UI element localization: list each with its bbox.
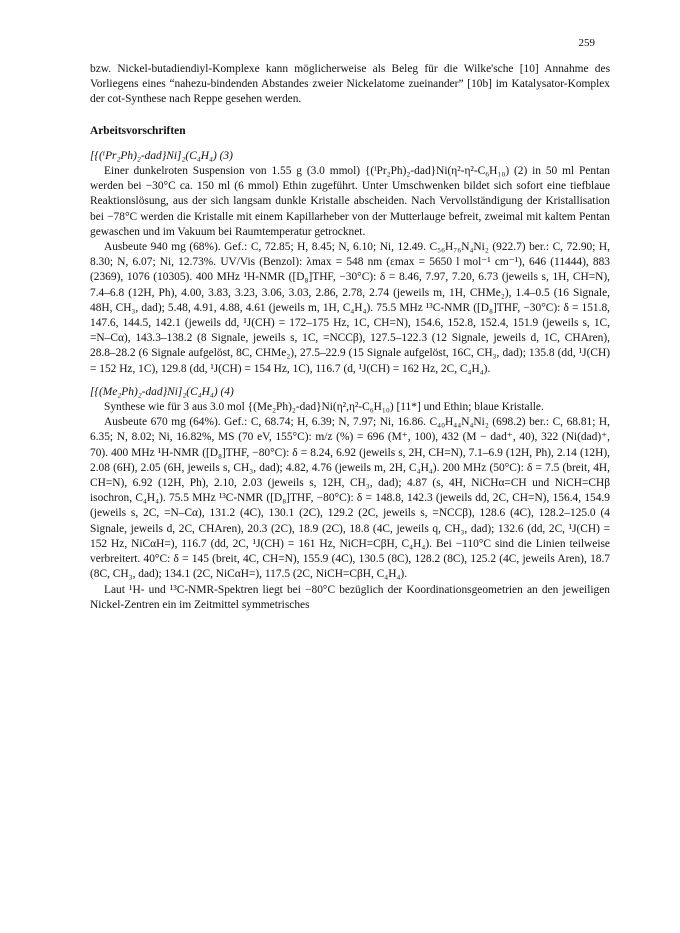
compound-3-synthesis: Einer dunkelroten Suspension von 1.55 g (3.0 mmol) {(ⁱPr₂Ph)₂-dad}Ni(η²-η²-C₆H₁₀) (2) in 50 ml Pentan werden bei −30°C ca. 150 ml (6 mmol) Ethin zugeführt. Unter Umschwenken bildet sich sofort eine tiefblaue Reaktionslösung, aus der sich langsam dunkle Kristalle abscheiden. Nach Vervollständigung der Kristallisation bei −78°C werden die Kristalle mit einem Kapillarheber von der Mutterlauge befreit, zweimal mit kaltem Pentan gewaschen und im Vakuum bei Raumtemperatur getrocknet. [90, 165, 610, 238]
page-number: 259 [578, 37, 595, 49]
compound-3-data: Ausbeute 940 mg (68%). Gef.: C, 72.85; H, 8.45; N, 6.10; Ni, 12.49. C₅₆H₇₆N₄Ni₂ (922.7) ber.: C, 72.90; H, 8.30; N, 6.07; Ni, 12.73%. UV/Vis (Benzol): λmax = 548 nm (εmax = 5650 l mol⁻¹ cm⁻¹), 646 (11444), 883 (2369), 1076 (10305). 400 MHz ¹H-NMR ([D₈]THF, −30°C): δ = 8.46, 7.97, 7.20, 6.73 (jeweils s, 1H, CH=N), 7.4–6.8 (12H, Ph), 4.00, 3.83, 3.23, 3.06, 3.03, 2.86, 2.78, 2.74 (jeweils m, 1H, CHMe₂), 1.4–0.5 (16 Signale, 48H, CH₃, dad); 5.48, 4.91, 4.88, 4.61 (jeweils m, 1H, C₄H₄). 75.5 MHz ¹³C-NMR ([D₈]THF, −30°C): δ = 151.8, 147.6, 144.5, 142.1 (jeweils dd, ¹J(CH) = 172–175 Hz, 1C, CH=N), 154.6, 152.8, 152.4, 151.9 (jeweils s, 1C, =N–Cα), 143.3–138.2 (8 Signale, jeweils s, 1C, =NCCβ), 127.5–122.3 (12 Signale, jeweils d, 1C, CHAren), 28.8–28.2 (6 Signale aufgelöst, 8C, CHMe₂), 27.5–22.9 (15 Signale aufgelöst, 16C, CH₃, dad); 135.8 (dd, ¹J(CH) = 152 Hz, 1C), 129.8 (dd, ¹J(CH) = 154 Hz, 1C), 116.7 (d, ¹J(CH) = 162 Hz, 2C, C₄H₄). [90, 241, 610, 375]
intro-paragraph: bzw. Nickel-butadiendiyl-Komplexe kann möglicherweise als Beleg für die Wilke'sche [10] Annahme des Vorliegens eines “nahezu-bindenden Abstandes zweier Nickelatome zueinander” [10b] im Katalysator-Komplex der cot-Synthese nach Reppe gesehen werden. [90, 63, 610, 106]
closing-paragraph: Laut ¹H- und ¹³C-NMR-Spektren liegt bei −80°C bezüglich der Koordinationsgeometrien an den jeweiligen Nickel-Zentren ein im Zeitmittel symmetrisches [90, 583, 610, 611]
page-text [90, 62, 610, 613]
section-heading: Arbeitsvorschriften [90, 124, 186, 137]
compound-4-synthesis: Synthese wie für 3 aus 3.0 mol {(Me₂Ph)₂-dad}Ni(η²,η²-C₆H₁₀) [11*] und Ethin; blaue Kristalle. [104, 401, 544, 414]
compound-4-data: Ausbeute 670 mg (64%). Gef.: C, 68.74; H, 6.39; N, 7.97; Ni, 16.86. C₄₀H₄₄N₄Ni₂ (698.2) ber.: C, 68.81; H, 6.35; N, 8.02; Ni, 16.82%, MS (70 eV, 155°C): m/z (%) = 696 (M⁺, 100), 432 (M − dad⁺, 40), 322 (Ni(dad)⁺, 70). 400 MHz ¹H-NMR ([D₈]THF, −80°C): δ = 8.24, 6.92 (jeweils s, 2H, CH=N), 7.1–6.9 (12H, Ph), 2.14 (12H), 2.08 (6H), 2.05 (6H, jeweils s, CH₃, dad); 4.82, 4.76 (jeweils m, 2H, C₄H₄). 200 MHz (50°C): δ = 7.5 (breit, 4H, CH=N), 6.92 (12H, Ph), 2.10, 2.03 (jeweils s, 12H, CH₃, dad); 4.87 (s, 4H, NiCHα=CH und NiCH=CHβ isochron, C₄H₄). 75.5 MHz ¹³C-NMR ([D₈]THF, −80°C): δ = 148.8, 142.3 (jeweils dd, 2C, CH=N), 156.4, 154.9 (jeweils s, 2C, =N–Cα), 131.2 (4C), 130.1 (2C), 129.2 (2C, jeweils s, =NCCβ), 128.6 (4C), 128.2–125.0 (4 Signale, jeweils d, 2C, CHAren), 20.3 (2C), 18.9 (2C), 18.8 (4C, jeweils q, CH₃, dad); 132.6 (dd, 2C, ¹J(CH) = 152 Hz, NiCαH=), 116.7 (dd, 2C, ¹J(CH) = 161 Hz, NiCH=CβH, C₄H₄). Bei −110°C sind die Linien teilweise verbreitert. 40°C: δ = 145 (breit, 4C, CH=N), 155.9 (4C), 130.5 (8C), 128.2 (8C), 125.2 (4C, jeweils Aren), 18.7 (8C, CH₃, dad); 134.1 (2C, NiCαH=), 117.5 (2C, NiCH=CβH, C₄H₄). [90, 416, 610, 581]
compound-4-title: [{(Me₂Ph)₂-dad}Ni]₂(C₄H₄) (4) [90, 385, 234, 398]
compound-3-title: [{(ⁱPr₂Ph)₂-dad}Ni]₂(C₄H₄) (3) [90, 149, 233, 162]
